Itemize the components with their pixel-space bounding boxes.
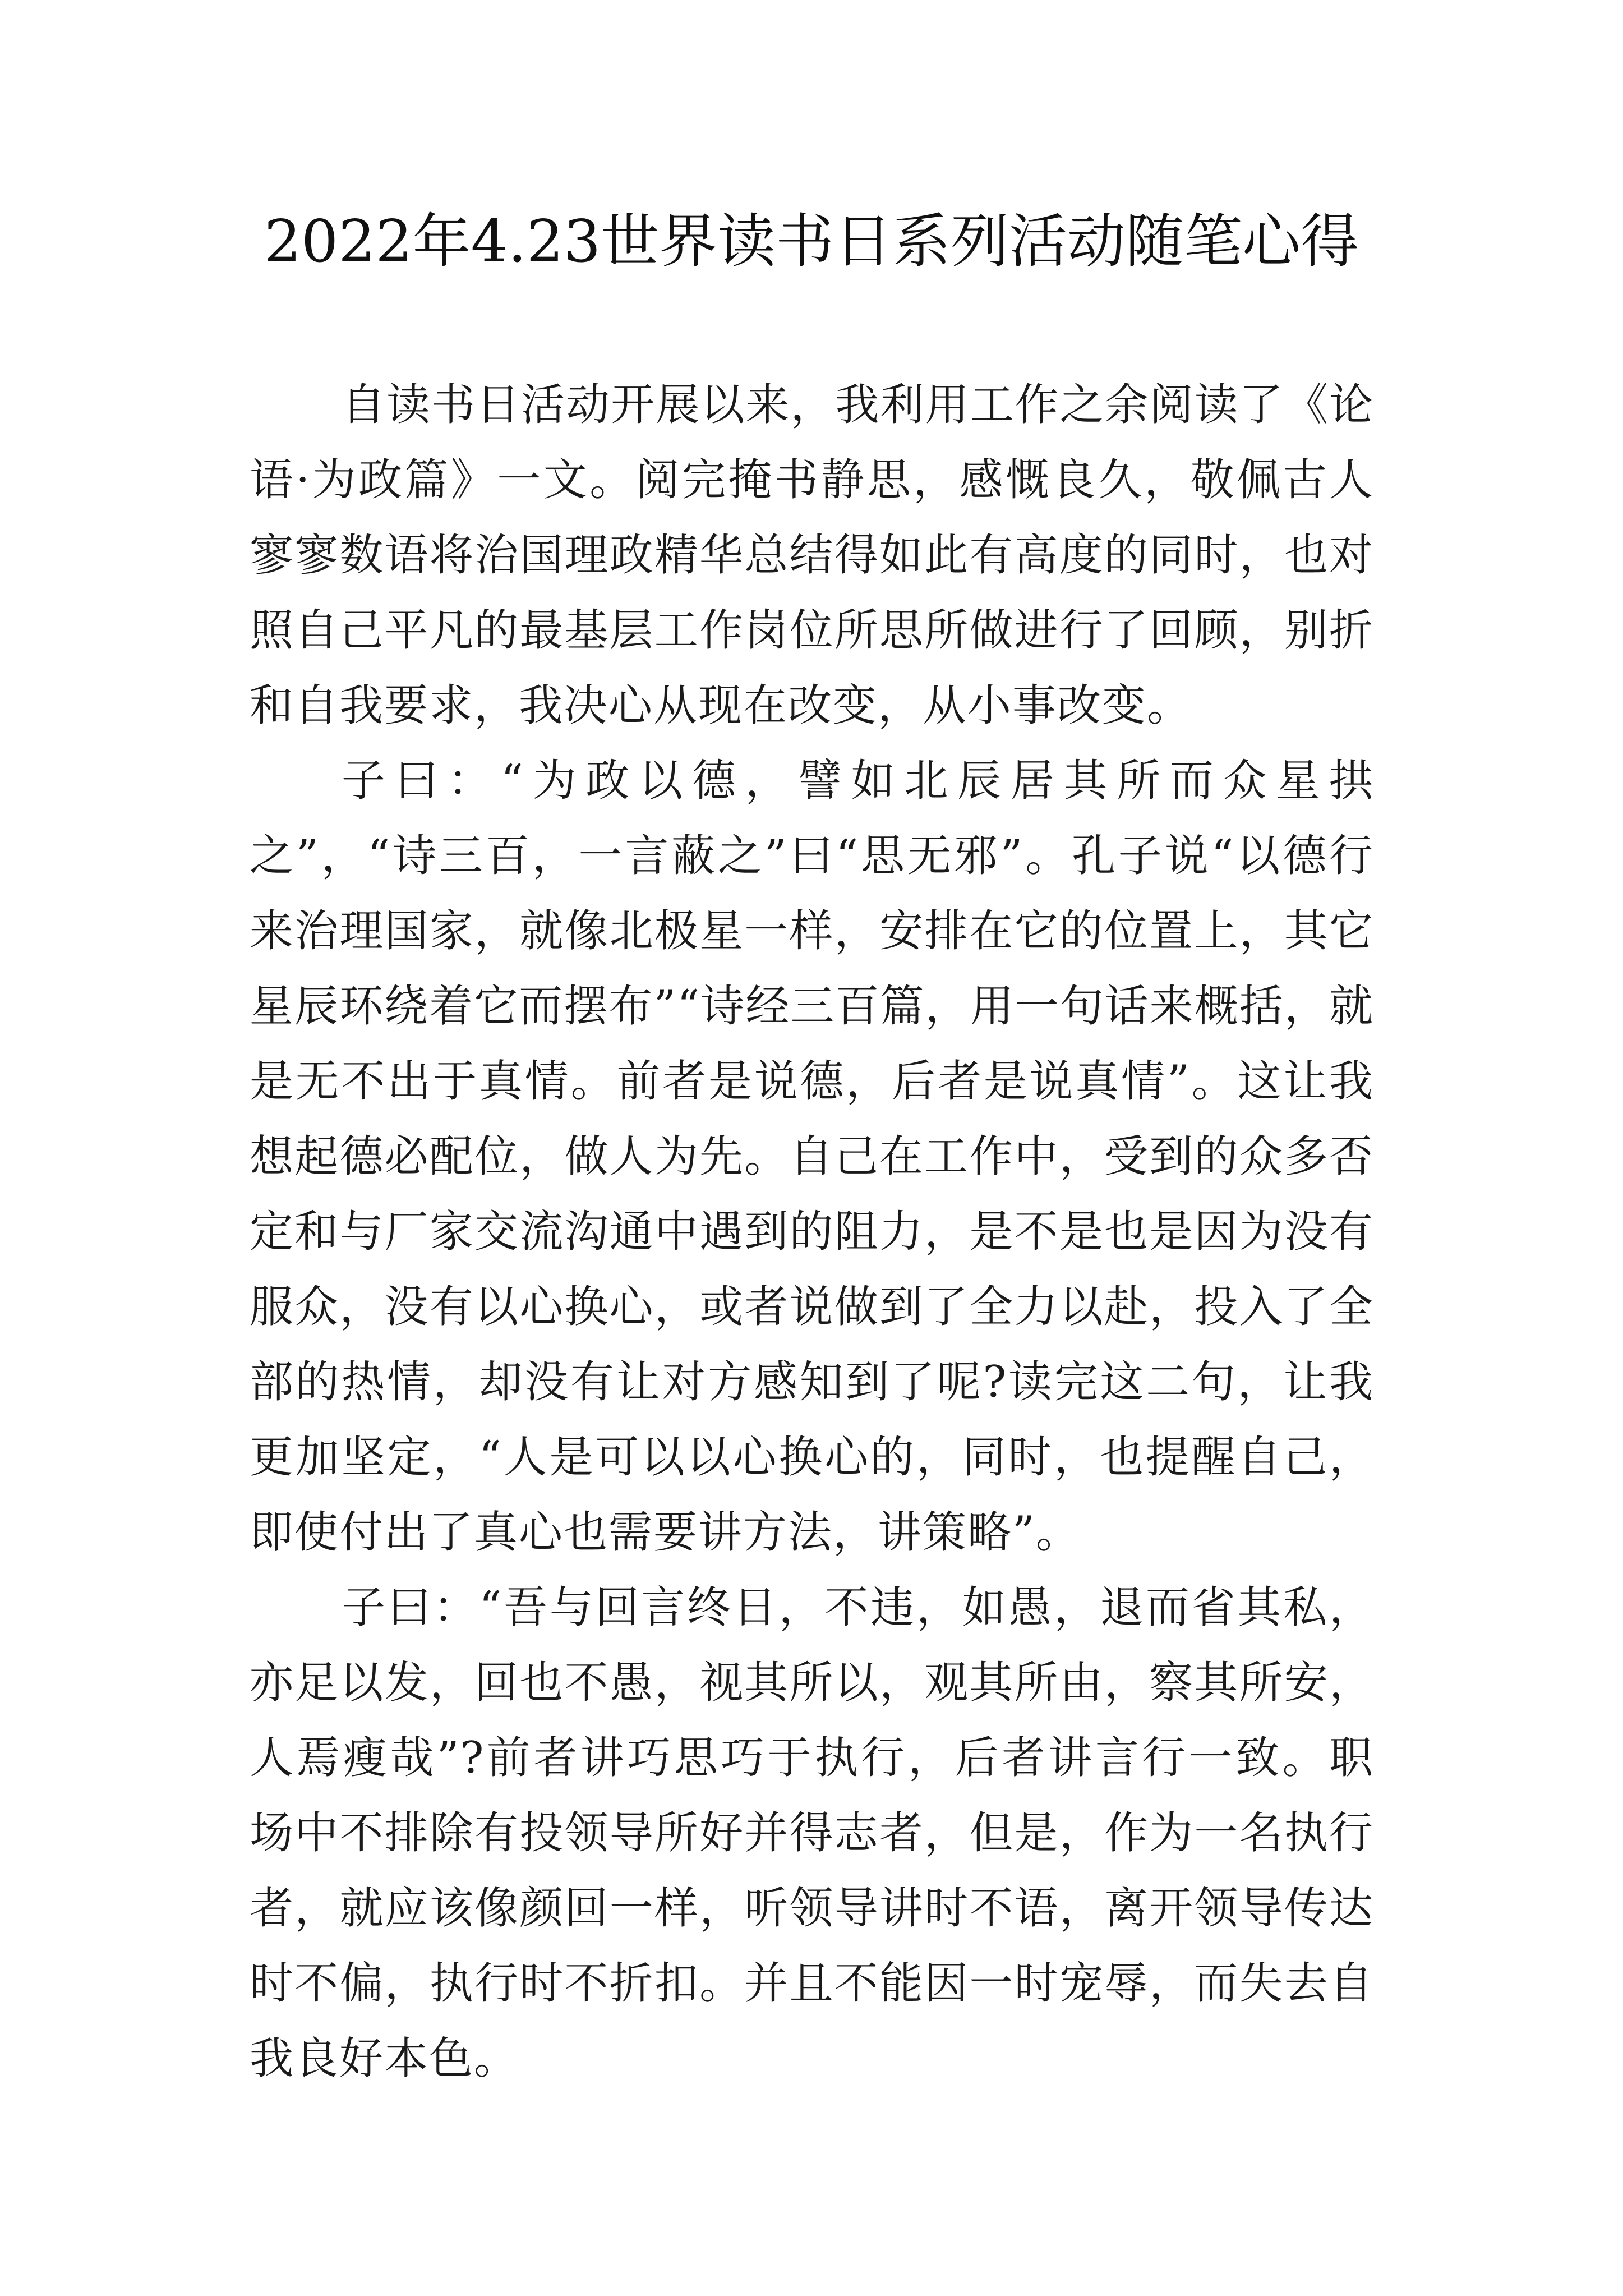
paragraph-2: 子曰：“为政以德，譬如北辰居其所而众星拱之”，“诗三百，一言蔽之”曰“思无邪”。孔子说“以德行来治理国家，就像北极星一样，安排在它的位置上，其它星辰环绕着它而摆布”“诗经三百篇，用一句话来概括，就是无不出于真情。前者是说德，后者是说真情”。这让我想起德必配位，做人为先。自己在工作中，受到的众多否定和与厂家交流沟通中遇到的阻力，是不是也是因为没有服众，没有以心换心，或者说做到了全力以赴，投入了全部的热情，却没有让对方感知到了呢?读完这二句，让我更加坚定，“人是可以以心换心的，同时，也提醒自己，即使付出了真心也需要讲方法，讲策略”。 [250, 756, 1374, 1558]
document-body [250, 367, 1374, 2096]
document-title: 2022年4.23世界读书日系列活动随笔心得 [264, 207, 1359, 275]
paragraph-1: 自读书日活动开展以来，我利用工作之余阅读了《论语·为政篇》一文。阅完掩书静思，感慨良久，敬佩古人寥寥数语将治国理政精华总结得如此有高度的同时，也对照自己平凡的最基层工作岗位所思所做进行了回顾，别折和自我要求，我决心从现在改变，从小事改变。 [250, 380, 1374, 731]
paragraph-3: 子曰：“吾与回言终日，不违，如愚，退而省其私，亦足以发，回也不愚，视其所以，观其所由，察其所安，人焉瘦哉”?前者讲巧思巧于执行，后者讲言行一致。职场中不排除有投领导所好并得志者，但是，作为一名执行者，就应该像颜回一样，听领导讲时不语，离开领导传达时不偏，执行时不折扣。并且不能因一时宠辱，而失去自我良好本色。 [250, 1582, 1374, 2084]
